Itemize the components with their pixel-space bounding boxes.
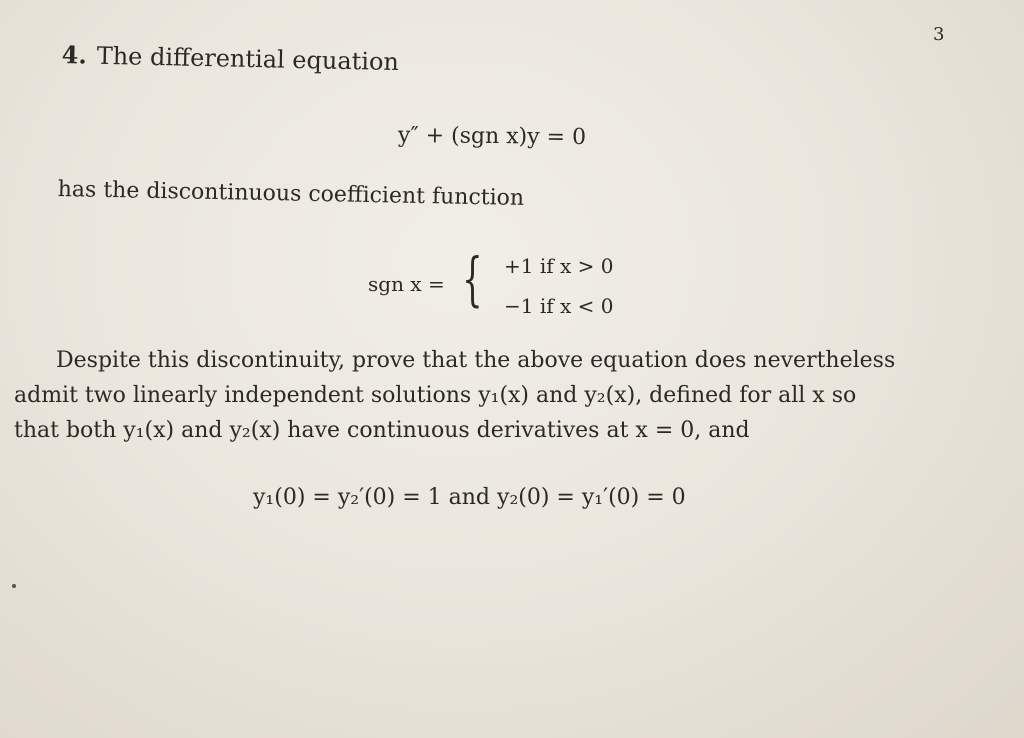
- problem-heading-text: The differential equation: [96, 41, 400, 77]
- paper-speck: [12, 584, 16, 588]
- page-number: 3: [933, 24, 945, 45]
- problem-body: [14, 343, 895, 448]
- body-line-2: admit two linearly independent solutions y₁(x) and y₂(x), defined for all x so: [14, 383, 857, 408]
- differential-equation: y″ + (sgn x)y = 0: [397, 123, 587, 150]
- body-line-3: that both y₁(x) and y₂(x) have continuous derivatives at x = 0, and: [14, 418, 750, 443]
- body-line-1: Despite this discontinuity, prove that the above equation does nevertheless: [56, 348, 896, 373]
- problem-heading: [61, 40, 399, 76]
- piecewise-case-positive: +1 if x > 0: [504, 254, 614, 278]
- piecewise-case-negative: −1 if x < 0: [504, 294, 614, 318]
- piecewise-lhs: sgn x =: [368, 272, 445, 296]
- problem-number: 4.: [61, 40, 88, 70]
- intro-text: has the discontinuous coefficient function: [57, 177, 525, 211]
- initial-conditions-equation: y₁(0) = y₂′(0) = 1 and y₂(0) = y₁′(0) = 0: [253, 485, 686, 510]
- left-brace-icon: {: [462, 245, 483, 313]
